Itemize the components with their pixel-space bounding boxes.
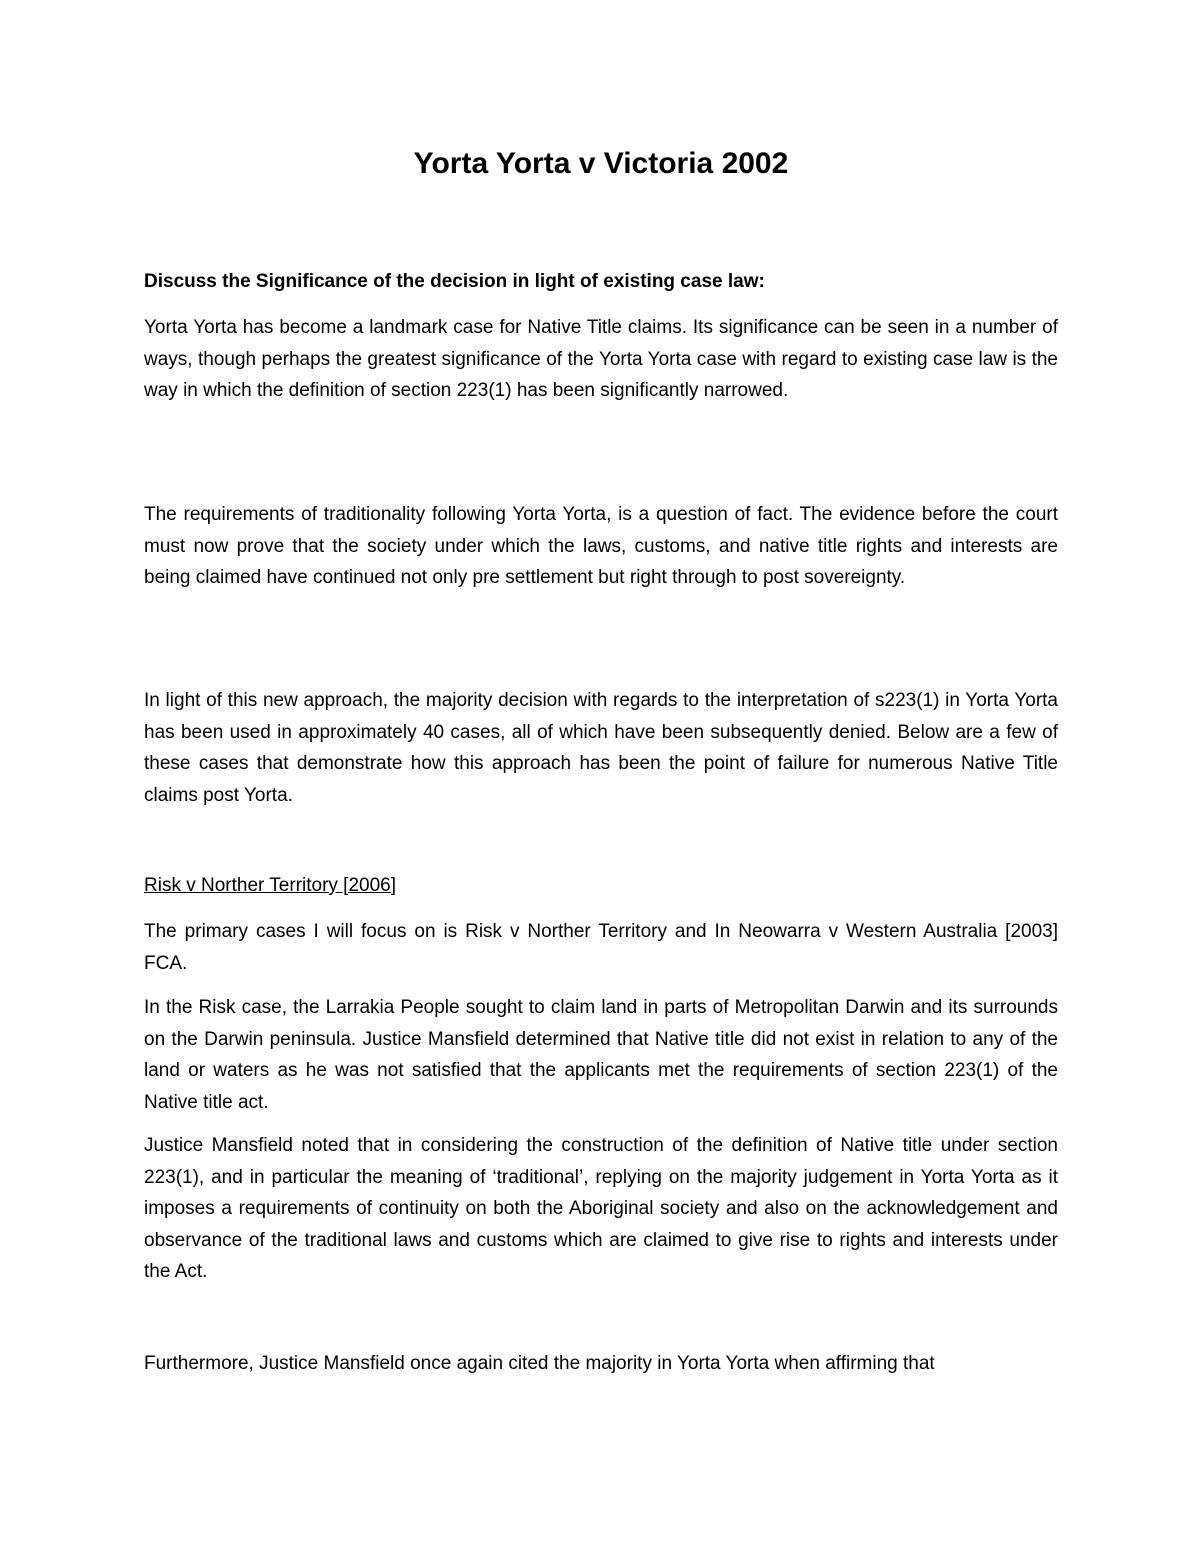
document-title: Yorta Yorta v Victoria 2002 — [413, 147, 789, 180]
paragraph-risk-case: In the Risk case, the Larrakia People sought to claim land in parts of Metropolitan Darwin and its surrounds on the Darwin peninsula. Justice Mansfield determined that Native title did not exist in relation to any of the land or waters as he was not satisfied that the applicants met the requirements of section 223(1) of the Native title act. — [144, 997, 1058, 1113]
paragraph-mansfield-construction: Justice Mansfield noted that in considering the construction of the definition of Native title under section 223(1), and in particular the meaning of ‘traditional’, replying on the majority judgement in Yorta Yorta as it imposes a requirements of continuity on both the Aboriginal society and also on the acknowledgement and observance of the traditional laws and customs which are claimed to give rise to rights and interests under the Act. — [144, 1135, 1058, 1282]
section-subheading: Discuss the Significance of the decision in light of existing case law: — [144, 271, 765, 292]
paragraph-landmark-case: Yorta Yorta has become a landmark case for Native Title claims. Its significance can be seen in a number of ways, though perhaps the greatest significance of the Yorta Yorta case with regard to existing case law is the way in which the definition of section 223(1) has been significantly narrowed. — [144, 317, 1058, 401]
paragraph-primary-cases: The primary cases I will focus on is Risk v Norther Territory and In Neowarra v Western Australia [2003] FCA. — [144, 921, 1058, 974]
paragraph-new-approach: In light of this new approach, the majority decision with regards to the interpretation of s223(1) in Yorta Yorta has been used in approximately 40 cases, all of which have been subsequently denied. Below are a few of these cases that demonstrate how this approach has been the point of failure for numerous Native Title claims post Yorta. — [144, 690, 1058, 806]
case-heading-risk: Risk v Norther Territory [2006] — [144, 875, 397, 896]
paragraph-furthermore: Furthermore, Justice Mansfield once again cited the majority in Yorta Yorta when affirming that — [144, 1353, 935, 1374]
document-body — [144, 140, 1058, 1374]
paragraph-traditionality: The requirements of traditionality following Yorta Yorta, is a question of fact. The evidence before the court must now prove that the society under which the laws, customs, and native title rights and interests are being claimed have continued not only pre settlement but right through to post sovereignty. — [144, 504, 1058, 588]
